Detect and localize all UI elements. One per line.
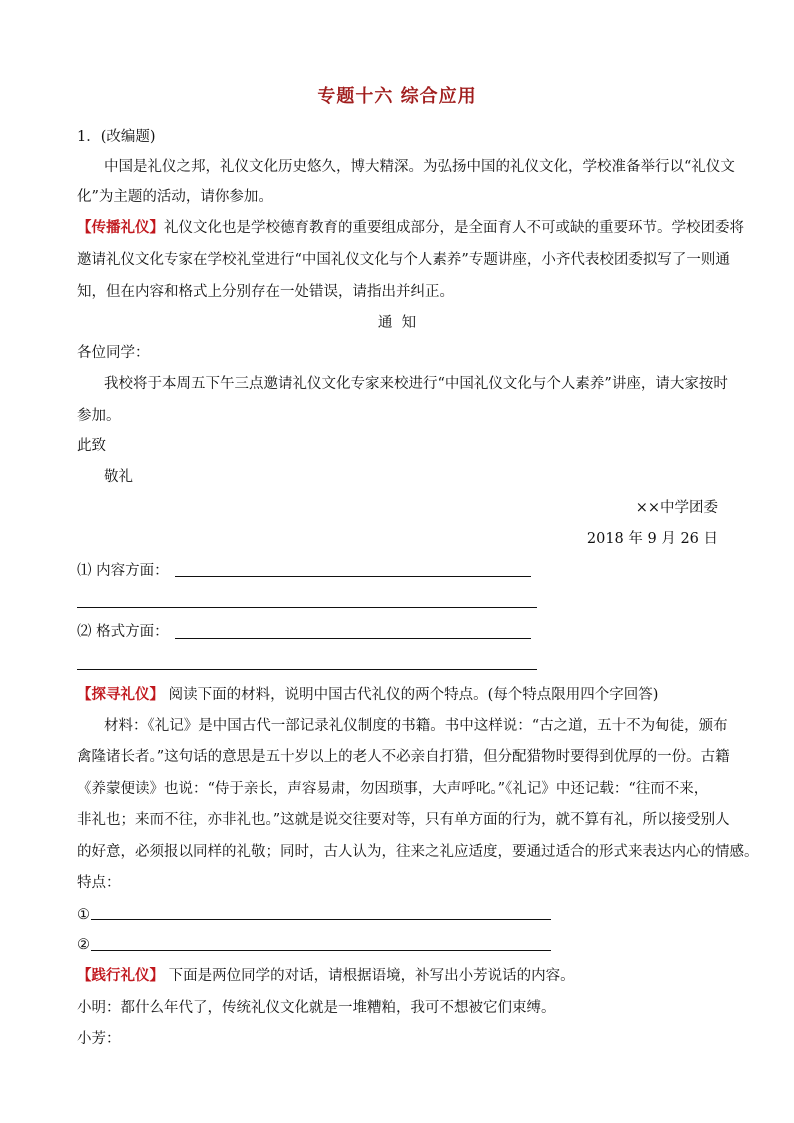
question-header: 1．(改编题) [77, 129, 156, 145]
material-text: 的好意，必须报以同样的礼敬；同时，古人认为，往来之礼应适度，要通过适合的形式来表达内心的情感。 [77, 844, 759, 860]
notice-closing: 此致 [77, 438, 106, 454]
section-practice-etiquette [77, 966, 575, 986]
feature-blank-2[interactable] [91, 950, 551, 951]
features-label: 特点： [77, 875, 121, 891]
section-prompt: 下面是两位同学的对话，请根据语境，补写出小芳说话的内容。 [168, 968, 575, 984]
answer-blank-format-2[interactable] [77, 669, 537, 670]
notice-signature: ××中学团委 [635, 500, 718, 516]
answer-label-format: ⑵ 格式方面： [77, 624, 169, 640]
section-text: 礼仪文化也是学校德育教育的重要组成部分，是全面育人不可或缺的重要环节。学校团委将 [164, 220, 744, 236]
material-text: 《养蒙便读》也说：“侍于亲长，声容易肃，勿因琐事，大声呼叱。”《礼记》中还记载：“往而不来， [77, 781, 709, 797]
dialogue-xiaofang: 小芳： [77, 1031, 121, 1047]
dialogue-xiaoming: 小明：都什么年代了，传统礼仪文化就是一堆糟粕，我可不想被它们束缚。 [77, 1000, 556, 1016]
notice-salutation: 各位同学： [77, 345, 150, 361]
section-text: 邀请礼仪文化专家在学校礼堂进行“中国礼仪文化与个人素养”专题讲座，小齐代表校团委拟写了一则通 [77, 252, 730, 268]
answer-label-content: ⑴ 内容方面： [77, 563, 169, 579]
section-tag: 【传播礼仪】 [77, 219, 164, 236]
answer-blank-content-2[interactable] [77, 607, 537, 608]
notice-date: 2018 年 9 月 26 日 [586, 531, 718, 547]
feature-marker: ① [77, 907, 90, 923]
section-text: 知，但在内容和格式上分别存在一处错误，请指出并纠正。 [77, 284, 454, 300]
feature-marker: ② [77, 937, 90, 953]
material-text: 非礼也；来而不往，亦非礼也。”这就是说交往要对等，只有单方面的行为，就不算有礼，所以接受别人 [77, 812, 730, 828]
material-text: 材料：《礼记》是中国古代一部记录礼仪制度的书籍。书中这样说：“古之道，五十不为甸徒，颁布 [104, 718, 728, 734]
material-text: 禽隆诸长者。”这句话的意思是五十岁以上的老人不必亲自打猎，但分配猎物时要得到优厚的一份。古籍 [77, 749, 730, 765]
notice-body: 我校将于本周五下午三点邀请礼仪文化专家来校进行“中国礼仪文化与个人素养”讲座，请大家按时 [104, 376, 728, 392]
feature-blank-1[interactable] [91, 919, 551, 920]
intro-line: 化”为主题的活动，请你参加。 [77, 189, 273, 205]
section-explore-etiquette [77, 685, 658, 705]
section-tag: 【践行礼仪】 [77, 967, 164, 984]
notice-closing: 敬礼 [104, 469, 133, 485]
answer-blank-content[interactable] [175, 576, 531, 577]
intro-line: 中国是礼仪之邦，礼仪文化历史悠久，博大精深。为弘扬中国的礼仪文化，学校准备举行以“礼仪文 [104, 159, 735, 175]
answer-blank-format[interactable] [175, 638, 531, 639]
notice-body: 参加。 [77, 408, 121, 424]
page-title: 专题十六 综合应用 [317, 86, 477, 107]
section-spread-etiquette [77, 218, 744, 238]
notice-heading: 通 知 [377, 315, 417, 331]
section-tag: 【探寻礼仪】 [77, 686, 164, 703]
section-prompt: 阅读下面的材料，说明中国古代礼仪的两个特点。(每个特点限用四个字回答) [168, 687, 659, 703]
